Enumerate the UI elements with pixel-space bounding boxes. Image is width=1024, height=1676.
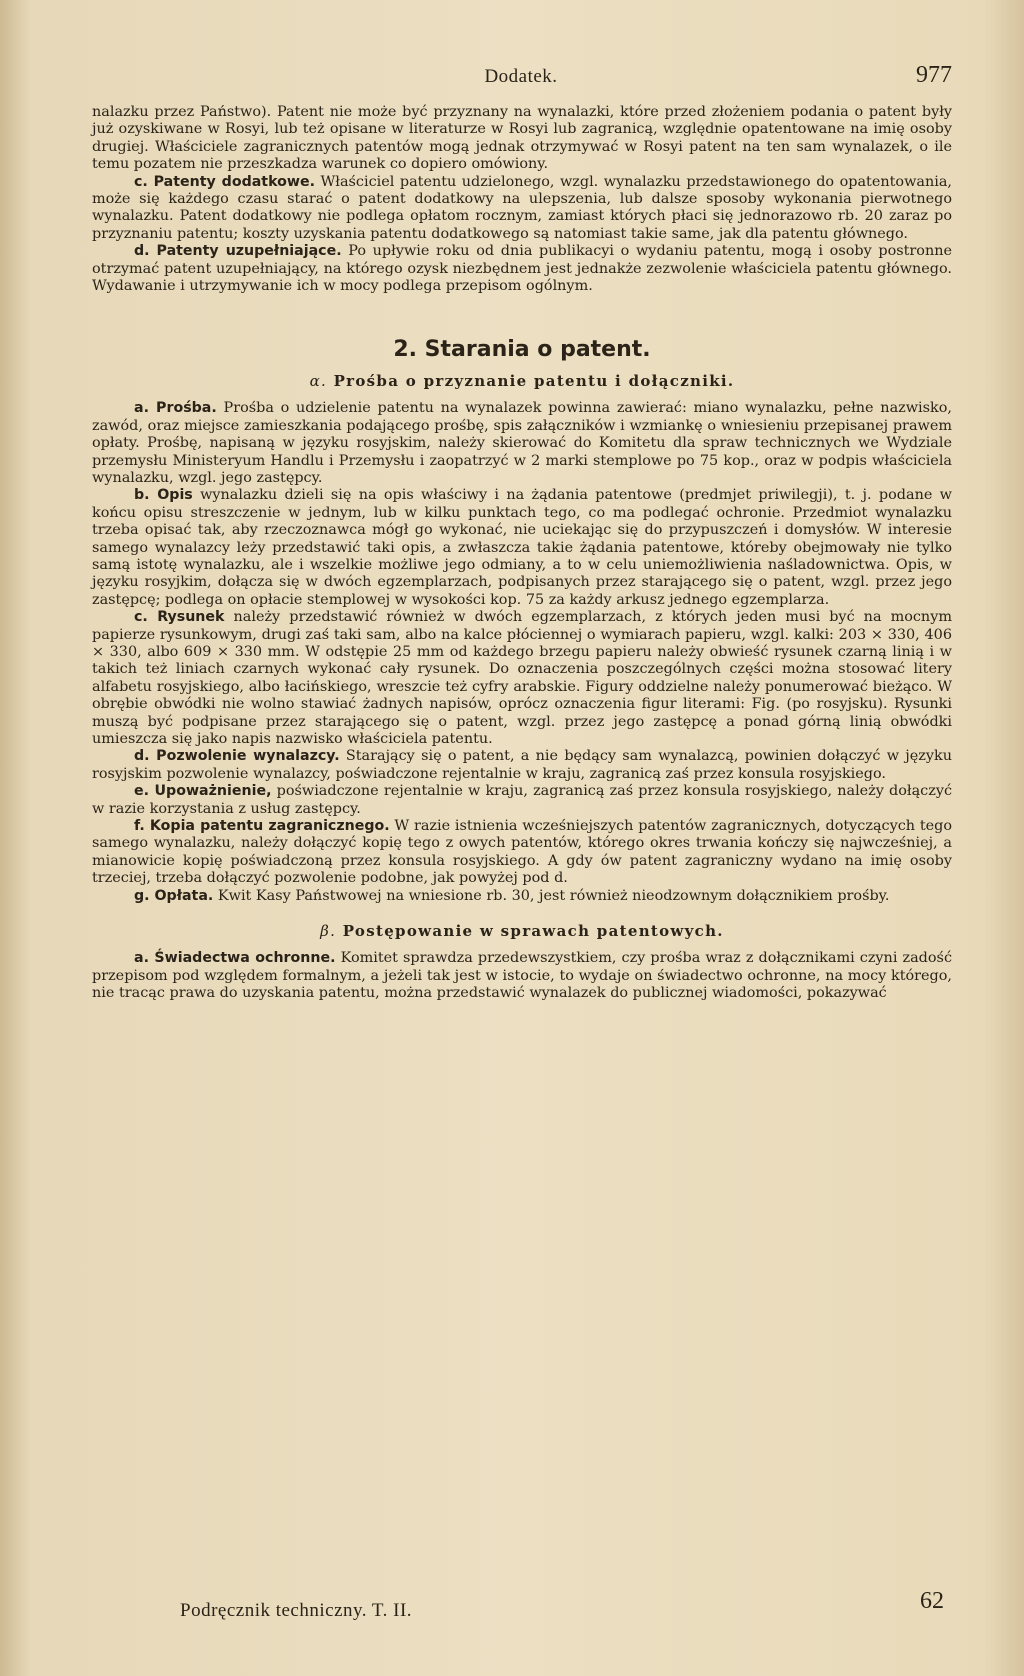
- paragraph-heading: g. Opłata.: [134, 887, 214, 904]
- page-number: 977: [916, 62, 952, 88]
- paragraph-c: [92, 174, 952, 244]
- page-header: [90, 62, 952, 98]
- paragraph-c2: [92, 609, 952, 748]
- application-paragraphs: [92, 400, 952, 905]
- page-footer: [90, 1588, 944, 1628]
- paragraph-a: [92, 400, 952, 487]
- paragraph-text: W razie istnienia wcześniejszych patentów zagranicznych, dotyczących tego samego wynalazku, należy dołączyć kopię tego z owych patentów, którego okres trwania kończy się najwcześniej, a mianowicie kopię poświadczoną przez konsula rosyjskiego. A gdy ów patent zagraniczny wydano na imię osoby trzeciej, trzeba dołączyć pozwolenie podobne, jak powyżej pod d.: [92, 818, 952, 887]
- subsection-alpha-title: Prośba o przyznanie patentu i dołączniki.: [333, 371, 735, 390]
- paragraph-text: Po upływie roku od dnia publikacyi o wydaniu patentu, mogą i osoby postronne otrzymać patent uzupełniający, na którego ozysk niezbędnem jest jednakże zezwolenie właściciela patentu głównego. Wydawanie i utrzymywanie ich w mocy podlega przepisom ogólnym.: [92, 243, 952, 295]
- subsection-alpha-letter: α.: [309, 371, 328, 390]
- procedure-paragraphs: [92, 950, 952, 1002]
- paragraph-heading: c. Rysunek: [134, 609, 225, 626]
- paragraph-heading: a. Prośba.: [134, 400, 217, 417]
- book-title: Podręcznik techniczny. T. II.: [180, 1600, 413, 1621]
- paragraph-text: Prośba o udzielenie patentu na wynalazek powinna zawierać: miano wynalazku, pełne nazwisko, zawód, oraz miejsce zamieszkania podającego prośbę, spis załączników i wzmiankę o wniesieniu przepisanej prawem opłaty. Prośbę, napisaną w języku rosyjskim, należy skierować do Komitetu dla spraw technicznych we Wydziale przemysłu Ministeryum Handlu i Przemysłu i zaopatrzyć w 2 marki stemplowe po 75 kop., oraz w podpis właściciela wynalazku, wzgl. jego zastępcy.: [92, 400, 952, 486]
- intro-paragraphs: [92, 104, 952, 295]
- paragraph-e: [92, 783, 952, 818]
- subsection-beta-title: Postępowanie w sprawach patentowych.: [342, 922, 724, 941]
- paragraph-p1: [92, 104, 952, 174]
- paragraph-heading: d. Pozwolenie wynalazcy.: [134, 748, 340, 765]
- paragraph-heading: d. Patenty uzupełniające.: [134, 243, 342, 260]
- paragraph-text: nalazku przez Państwo). Patent nie może być przyznany na wynalazki, które przed złożeniem podania o patent były już ozyskiwane w Rosyi, lub też opisane w literaturze w Rosyi lub zagranicą, względnie opatentowane na imię osoby drugiej. Właściciele zagranicznych patentów mogą jednak otrzymywać w Rosyi patent na ten sam wynalazek, o ile temu pozatem nie przeszkadza warunek co dopiero omówiony.: [92, 104, 952, 173]
- paragraph-g: [92, 888, 952, 905]
- running-head: Dodatek.: [484, 66, 558, 87]
- paragraph-heading: f. Kopia patentu zagranicznego.: [134, 818, 390, 835]
- paragraph-b: [92, 487, 952, 609]
- paragraph-text: Właściciel patentu udzielonego, wzgl. wynalazku przedstawionego do opatentowania, może się każdego czasu starać o patent dodatkowy na ulepszenia, lub dalsze sposoby wykonania pierwotnego wynalazku. Patent dodatkowy nie podlega opłatom rocznym, zamiast których płaci się jednorazowo rb. 20 zaraz po przyznaniu patentu; koszty uzyskania patentu dodatkowego są natomiast takie same, jak dla patentu głównego.: [92, 173, 952, 242]
- paragraph-text: poświadczone rejentalnie w kraju, zagranicą zaś przez konsula rosyjskiego, należy dołączyć w razie korzystania z usług zastępcy.: [92, 783, 953, 817]
- paragraph-heading: c. Patenty dodatkowe.: [134, 173, 315, 190]
- paragraph-text: Kwit Kasy Państwowej na wniesione rb. 30, jest również nieodzownym dołącznikiem prośby.: [213, 887, 890, 904]
- paragraph-d2: [92, 748, 952, 783]
- paragraph-f: [92, 818, 952, 888]
- paragraph-text: należy przedstawić również w dwóch egzemplarzach, z których jeden musi być na mocnym papierze rysunkowym, drugi zaś taki sam, albo na kalce płóciennej o wymiarach papieru, wzgl. kalki: 203 × 330, 406 × 330, albo 609 × 330 mm. W odstępie 25 mm od każdego brzegu papieru należy obwieść rysunek czarną linią i w takich też liniach czarnych wykonać cały rysunek. Do oznaczenia poszczególnych części można stosować litery alfabetu rosyjskiego, albo łacińskiego, wreszcie też cyfry arabskie. Figury oddzielne należy ponumerować bieżąco. W obrębie obwódki nie wolno stawiać żadnych napisów, oprócz oznaczenia figur literami: Fig. (po rosyjsku). Rysunki muszą być podpisane przez starającego się o patent, wzgl. przez jego zastępcę a ponad górną linią obwódki umieszcza się jako napis nazwisko właściciela patentu.: [92, 609, 952, 747]
- signature-mark: 62: [920, 1588, 944, 1614]
- subsection-beta-letter: β.: [320, 922, 337, 941]
- paragraph-text: wynalazku dzieli się na opis właściwy i na żądania patentowe (predmjet priwilegji), t. j. podane w końcu opisu streszczenie w jednym, lub w kilku punktach tego, co ma podlegać ochronie. Przedmiot wynalazku trzeba opisać tak, aby rzeczoznawca mógł go wykonać, nie uciekając się do przypuszczeń i domysłów. W interesie samego wynalazcy leży przedstawić taki opis, a zwłaszcza takie żądania patentowe, któreby obejmowały nie tylko samą istotę wynalazku, ale i wszelkie możliwe jego odmiany, a to w celu uniemożliwienia naśladownictwa. Opis, w języku rosyjkim, dołącza się w dwóch egzemplarzach, podpisanych przez starającego się o patent, wzgl. przez jego zastępcę; podlega on opłacie stemplowej w wysokości kop. 75 za każdy arkusz jednego egzemplarza.: [92, 487, 953, 608]
- section-heading: 2. Starania o patent.: [393, 337, 651, 363]
- paragraph-heading: b. Opis: [134, 487, 193, 504]
- paragraph-a3: [92, 950, 952, 1002]
- paragraph-text: Starający się o patent, a nie będący sam wynalazcą, powinien dołączyć w języku rosyjskim pozwolenie wynalazcy, poświadczone rejentalnie w kraju, zagranicą zaś przez konsula rosyjskiego.: [92, 748, 952, 782]
- paragraph-heading: e. Upoważnienie,: [134, 783, 272, 800]
- paragraph-text: Komitet sprawdza przedewszystkiem, czy prośba wraz z dołącznikami czyni zadość przepisom pod względem formalnym, a jeżeli tak jest w istocie, to wydaje on świadectwo ochronne, na mocy którego, nie tracąc prawa do uzyskania patentu, można przedstawić wynalazek do publicznej wiadomości, pokazywać: [92, 950, 952, 1002]
- subsection-beta-heading: [92, 923, 952, 940]
- paragraph-d: [92, 243, 952, 295]
- paragraph-heading: a. Świadectwa ochronne.: [134, 950, 336, 967]
- page-body: [92, 104, 952, 1003]
- subsection-alpha-heading: [92, 373, 952, 390]
